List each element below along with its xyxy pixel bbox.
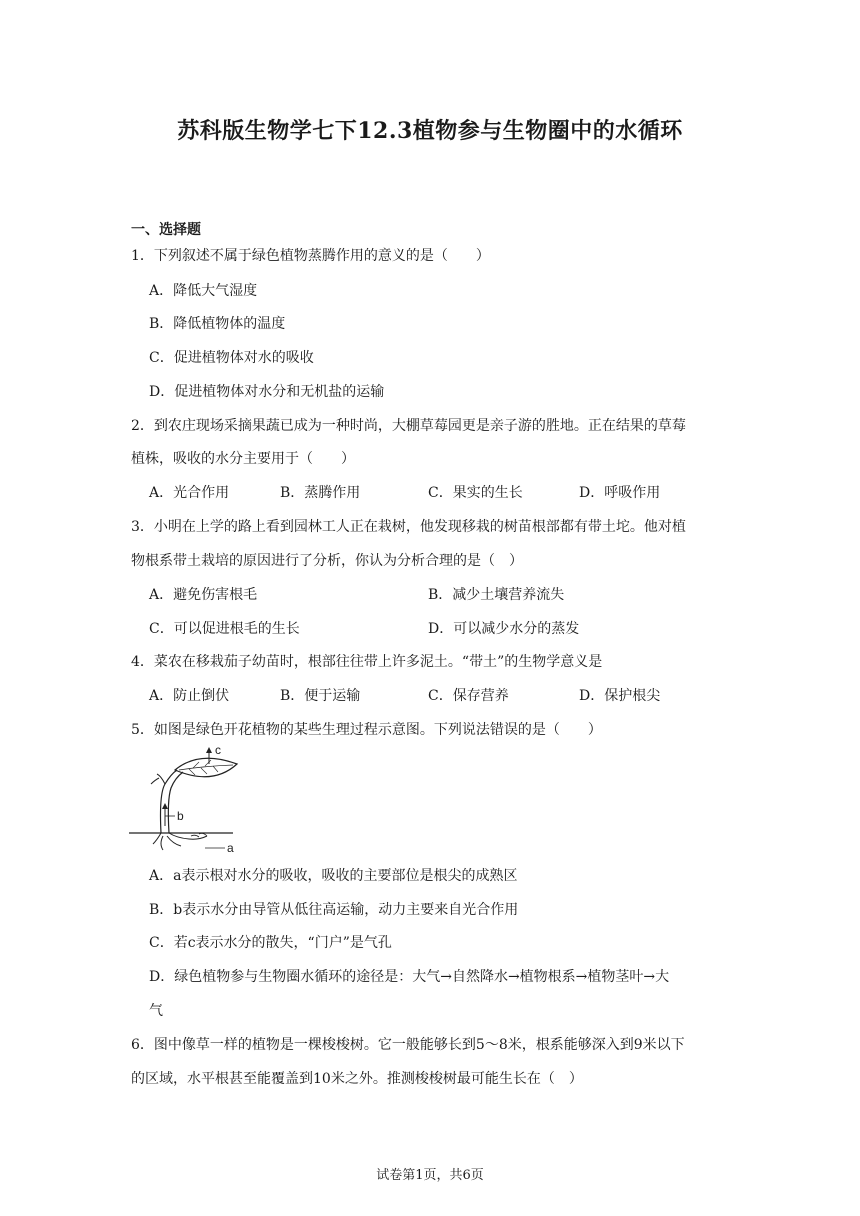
arrow-b-head: [162, 803, 168, 809]
question-1-stem: 1．下列叙述不属于绿色植物蒸腾作用的意义的是（ ）: [131, 248, 490, 264]
arrow-c-head: [206, 747, 212, 753]
question-2-stem-line-1: 2．到农庄现场采摘果蔬已成为一种时尚，大棚草莓园更是亲子游的胜地。正在结果的草莓: [131, 418, 686, 434]
branch-stub-2: [151, 778, 159, 784]
question-3-option-a: A．避免伤害根毛: [149, 587, 258, 603]
question-3-stem-line-2: 物根系带土栽培的原因进行了分析，你认为分析合理的是（ ）: [131, 553, 523, 569]
question-2-option-c: C．果实的生长: [428, 485, 523, 501]
branch-stub: [157, 774, 165, 784]
label-a: a: [227, 841, 234, 855]
question-3-option-d: D．可以减少水分的蒸发: [428, 621, 580, 637]
question-4-option-c: C．保存营养: [428, 688, 509, 704]
question-4-option-a: A．防止倒伏: [149, 688, 230, 704]
root-hairs: [191, 833, 207, 837]
question-1-option-b: B．降低植物体的温度: [149, 316, 286, 332]
question-2-option-a: A．光合作用: [149, 485, 230, 501]
question-5-option-d: D．绿色植物参与生物圈水循环的途径是：大气→自然降水→植物根系→植物茎叶→大: [149, 969, 670, 985]
question-5-option-d-continued: 气: [149, 1003, 163, 1019]
question-5-option-a: A．a表示根对水分的吸收，吸收的主要部位是根尖的成熟区: [149, 868, 518, 884]
page-title: 苏科版生物学七下12.3植物参与生物圈中的水循环: [177, 118, 683, 144]
plant-diagram: [129, 744, 241, 856]
question-1-option-d: D．促进植物体对水分和无机盐的运输: [149, 384, 385, 400]
question-3-option-c: C．可以促进根毛的生长: [149, 621, 300, 637]
roots: [153, 833, 207, 850]
leaf-side-veins: [189, 760, 218, 775]
question-5-option-c: C．若c表示水分的散失，“门户”是气孔: [149, 935, 392, 951]
question-1-option-a: A．降低大气湿度: [149, 283, 258, 299]
label-b: b: [177, 809, 184, 823]
question-3-stem-line-1: 3．小明在上学的路上看到园林工人正在栽树，他发现移栽的树苗根部都有带土坨。他对植: [131, 519, 686, 535]
label-c: c: [215, 744, 221, 757]
leaf-shape: [175, 758, 237, 777]
page-footer: 试卷第1页，共6页: [376, 1168, 484, 1183]
question-1-option-c: C．促进植物体对水的吸收: [149, 350, 314, 366]
question-6-stem-line-2: 的区域，水平根甚至能覆盖到10米之外。推测梭梭树最可能生长在（ ）: [131, 1071, 583, 1087]
question-3-option-b: B．减少土壤营养流失: [428, 587, 565, 603]
question-4-option-b: B．便于运输: [280, 688, 361, 704]
stem-right-edge: [168, 772, 183, 833]
question-2-stem-line-2: 植株，吸收的水分主要用于（ ）: [131, 451, 355, 467]
question-5-option-b: B．b表示水分由导管从低往高运输，动力主要来自光合作用: [149, 902, 519, 918]
section-heading: 一、选择题: [131, 222, 201, 238]
question-6-stem-line-1: 6．图中像草一样的植物是一棵梭梭树。它一般能够长到5～8米，根系能够深入到9米以下: [131, 1037, 685, 1053]
question-5-stem: 5．如图是绿色开花植物的某些生理过程示意图。下列说法错误的是（ ）: [131, 722, 602, 738]
question-2-option-d: D．呼吸作用: [579, 485, 661, 501]
question-4-stem: 4．菜农在移栽茄子幼苗时，根部往往带上许多泥土。“带土”的生物学意义是: [131, 654, 603, 670]
question-4-option-d: D．保护根尖: [579, 688, 661, 704]
question-2-option-b: B．蒸腾作用: [280, 485, 361, 501]
leaf-vein: [179, 765, 233, 770]
